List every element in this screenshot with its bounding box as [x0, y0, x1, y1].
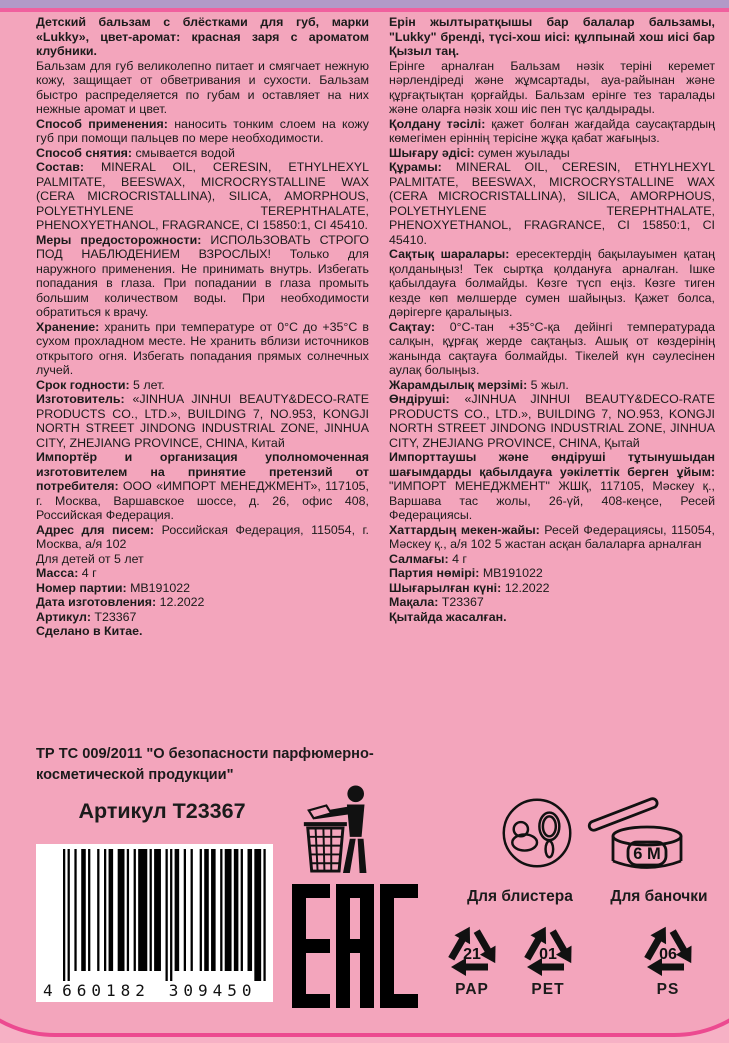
paragraph: Сақтау: 0°С-тан +35°С-қа дейінгі температурада салқын, құрғақ жерде сақтаңыз. Ашық от көздерінің жанында сақтауға болмайды. Тікелей күн сәулесінен аулақ болыңыз. [389, 319, 715, 377]
paragraph: Құрамы: MINERAL OIL, CERESIN, ETHYLHEXYL PALMITATE, BEESWAX, MICROCRYSTALLINE WAX (CERA MICROCRISTALLINA), SILICA, AMORPHOUS, POLYETHYLENE TEREPHTHALATE, PHENOXYETHANOL, FRAGRANCE, CI 15850:1, CI 45410. [389, 160, 715, 247]
recycle-triangle-icon [636, 916, 700, 978]
paragraph: Бальзам для губ великолепно питает и смягчает нежную кожу, защищает от обветривания и сухости. Бальзам быстро распределяется по губам и оставляет на них нежные аромат и цвет. [36, 58, 369, 116]
kazakh-text-column [389, 15, 715, 624]
paragraph: Срок годности: 5 лет. [36, 377, 165, 392]
top-purple-band [0, 0, 729, 8]
paragraph: Меры предосторожности: ИСПОЛЬЗОВАТЬ СТРОГО ПОД НАБЛЮДЕНИЕМ ВЗРОСЛЫХ! Только для наружного применения. Не принимать внутрь. Избегать попадания в глаза. При попадании в глаза промыть большим количеством воды. При необходимости обратиться к врачу. [36, 232, 369, 319]
paragraph: Изготовитель: «JINHUA JINHUI BEAUTY&DECO-RATE PRODUCTS CO., LTD.», BUILDING 7, NO.953, KONGJI NORTH STREET JINDONG INDUSTRIAL ZONE, JINHUA CITY, ZHEJIANG PROVINCE, CHINA, Китай [36, 392, 370, 450]
cosmetics-icon [499, 795, 575, 871]
paragraph: Қолдану тәсілі: қажет болған жағдайда саусақтардың көмегімен еріннің терісіне жұқа қабат жағыңыз. [389, 116, 715, 145]
article-number-heading: Артикул Т23367 [78, 799, 246, 823]
russian-text-column [36, 15, 369, 639]
barcode-group2: 309450 [168, 981, 257, 1000]
tidy-man-icon [300, 784, 384, 874]
paragraph: Номер партии: MB191022 [36, 580, 191, 595]
paragraph: Импорттаушы және өндіруші тұтынушыдан шағымдарды қабылдауға уәкілеттік берген ұйым: "ИМПОРТ МЕНЕДЖМЕНТ" ЖШҚ, 117105, Мәскеу қ., Варшава тас жолы, 26-үй, 408-кеңсе, Ресей Федерациясы. [389, 450, 715, 522]
paragraph: Способ применения: наносить тонким слоем на кожу губ при помощи пальцев по мере необходимости. [36, 116, 369, 145]
paragraph: Дата изготовления: 12.2022 [36, 595, 205, 609]
paragraph: Артикул: Т23367 [36, 609, 137, 624]
eac-mark-icon [292, 884, 418, 1008]
blister-section-title: Для блистера [467, 888, 573, 905]
paragraph: Жарамдылық мерзімі: 5 жыл. [389, 377, 569, 392]
recycle-material: PET [531, 981, 565, 998]
recycle-code: 21 [463, 946, 481, 963]
barcode-digits [36, 980, 273, 1000]
top-magenta-band [0, 8, 729, 12]
paragraph: Сақтық шаралары: ересектердің бақылауымен қатаң қолданыңыз! Тек сыртқа қолдануға арналған. Ішке қабылдауға болмайды. Көзге түсп еңіз. Көзге тиген кезде көп мөлшерде сумен шайыңыз. Қажет болса, дәрігерге қаралыңыз. [389, 247, 715, 319]
paragraph: Мақала: T23367 [389, 595, 484, 609]
paragraph: Способ снятия: смывается водой [36, 145, 235, 160]
paragraph: Сделано в Китае. [36, 624, 143, 638]
barcode-lead-digit: 4 [43, 981, 53, 1000]
recycle-symbol-ps [635, 916, 701, 999]
recycle-triangle-icon [440, 916, 504, 978]
period-after-opening-label: 6 M [633, 845, 661, 863]
jar-section-title: Для баночки [610, 888, 708, 905]
paragraph: Ерін жылтыратқышы бар балалар бальзамы, "Lukky" бренді, түсі-хош иісі: құлпынай хош иісі бар Қызыл таң. [389, 15, 715, 58]
recycle-symbol-pap [439, 916, 505, 999]
recycle-code: 06 [659, 946, 677, 963]
paragraph: Ерінге арналған Бальзам нәзік теріні керемет нәрлендіреді және жұмсартады, ауа-райынан және құрғақтықтан қорғайды. Бальзам ерінге тез таралады және оларға нәзік хош иіс пен түс қалдырады. [389, 58, 715, 116]
barcode-group1: 660182 [62, 981, 150, 1000]
paragraph: Партия нөмірі: MB191022 [389, 566, 543, 580]
paragraph: Для детей от 5 лет [36, 551, 144, 566]
paragraph: Адрес для писем: Российская Федерация, 115054, г. Москва, а/я 102 [36, 522, 369, 551]
paragraph: Состав: MINERAL OIL, CERESIN, ETHYLHEXYL PALMITATE, BEESWAX, MICROCRYSTALLINE WAX (CERA MICROCRISTALLINA), SILICA, AMORPHOUS, POLYETHYLENE TEREPHTHALATE, PHENOXYETHANOL, FRAGRANCE, CI 15850:1, CI 45410. [36, 160, 369, 232]
paragraph: Детский бальзам с блёстками для губ, марки «Lukky», цвет-аромат: красная заря с ароматом клубники. [36, 15, 369, 58]
recycle-code: 01 [539, 946, 557, 963]
paragraph: Салмағы: 4 г [389, 551, 467, 566]
paragraph: Импортёр и организация уполномоченная изготовителем на принятие претензий от потребителя: ООО «ИМПОРТ МЕНЕДЖМЕНТ», 117105, г. Москва, Варшавское шоссе, д. 26, офис 408, Российская Федерация. [36, 450, 369, 522]
recycle-triangle-icon [516, 916, 580, 978]
recycle-material: PS [656, 981, 680, 998]
paragraph: Шығару әдісі: сумен жуылады [389, 145, 570, 160]
paragraph: Масса: 4 г [36, 566, 97, 580]
paragraph: Қытайда жасалған. [389, 609, 507, 624]
open-jar-icon [583, 790, 695, 880]
recycle-material: PAP [455, 981, 489, 998]
paragraph: Хаттардың мекен-жайы: Ресей Федерациясы, 115054, Мәскеу қ., а/я 102 5 жастан асқан балаларға арналған [389, 522, 715, 551]
barcode [36, 844, 273, 1002]
regulation-text: ТР ТС 009/2011 "О безопасности парфюмерно-косметической продукции" [36, 746, 374, 783]
paragraph: Өндіруші: «JINHUA JINHUI BEAUTY&DECO-RATE PRODUCTS CO., LTD.», BUILDING 7, NO.953, KONGJI NORTH STREET JINDONG INDUSTRIAL ZONE, JINHUA CITY, ZHEJIANG PROVINCE, CHINA, Қытай [389, 392, 715, 450]
barcode-bars [63, 849, 268, 983]
paragraph: Шығарылған күні: 12.2022 [389, 580, 550, 595]
recycle-symbol-pet [515, 916, 581, 999]
paragraph: Хранение: хранить при температуре от 0°С до +35°С в сухом прохладном месте. Не хранить вблизи источников открытого огня. Избегать попадания прямых солнечных лучей. [36, 319, 369, 377]
